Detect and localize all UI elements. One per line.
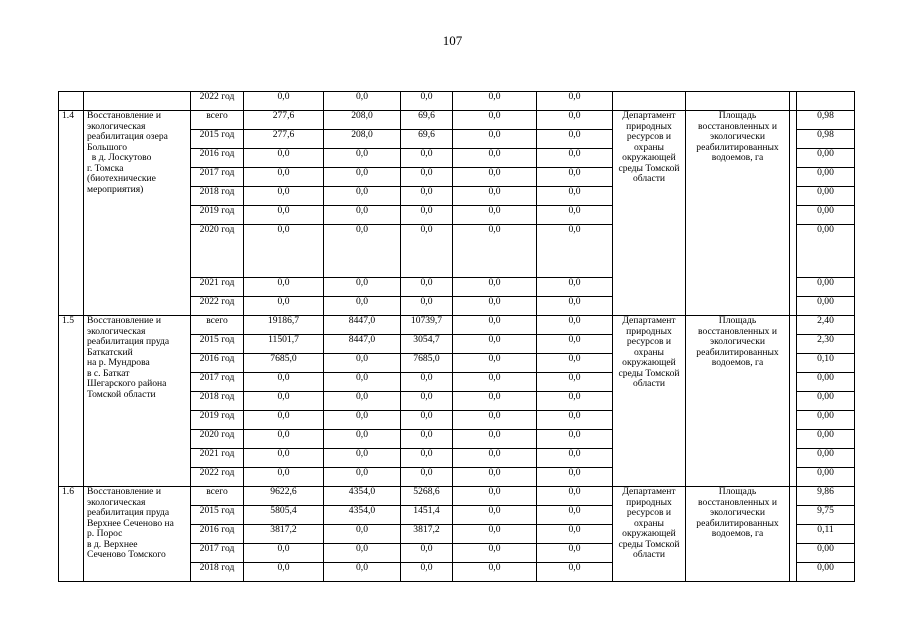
measure-name-line: Восстановление и <box>87 315 161 326</box>
value-cell: 0,0 <box>453 92 537 111</box>
value-cell: 0,0 <box>537 187 613 206</box>
target-value-cell: 9,86 <box>797 487 855 506</box>
value-cell: 0,0 <box>537 149 613 168</box>
executor-cell-line: охраны <box>634 346 664 358</box>
year-cell: 2022 год <box>191 92 244 111</box>
executor-cell-line: ресурсов и <box>626 131 672 142</box>
empty-cell <box>613 92 686 111</box>
executor-cell-line: охраны <box>634 517 664 529</box>
measure-name-line: (биотехнические <box>87 173 156 184</box>
target-value-cell: 2,40 <box>797 316 855 335</box>
target-value-cell: 0,00 <box>797 225 855 278</box>
value-cell: 208,0 <box>324 111 401 130</box>
value-cell: 3817,2 <box>244 525 324 544</box>
target-value-cell: 0,00 <box>797 392 855 411</box>
year-cell: всего <box>191 111 244 130</box>
value-cell: 0,0 <box>244 468 324 487</box>
target-value-cell: 0,00 <box>797 168 855 187</box>
value-cell: 0,0 <box>324 187 401 206</box>
measure-name-line: на р. Мундрова <box>87 357 150 368</box>
value-cell: 0,0 <box>244 225 324 278</box>
measure-name <box>84 316 191 487</box>
value-cell: 0,0 <box>537 411 613 430</box>
value-cell: 0,0 <box>401 449 453 468</box>
value-cell: 0,0 <box>453 354 537 373</box>
value-cell: 0,0 <box>537 354 613 373</box>
year-cell: 2016 год <box>191 354 244 373</box>
value-cell: 8447,0 <box>324 335 401 354</box>
value-cell: 0,0 <box>453 411 537 430</box>
year-cell: 2020 год <box>191 430 244 449</box>
indicator-cell-line: водоемов, га <box>711 528 764 539</box>
year-cell: 2022 год <box>191 297 244 316</box>
value-cell: 0,0 <box>453 506 537 525</box>
empty-cell <box>59 92 84 111</box>
value-cell: 0,0 <box>537 563 613 582</box>
measure-name-line: г. Томска <box>87 162 124 174</box>
year-cell: 2021 год <box>191 449 244 468</box>
value-cell: 0,0 <box>401 373 453 392</box>
value-cell: 0,0 <box>453 430 537 449</box>
target-value-cell: 0,00 <box>797 430 855 449</box>
value-cell: 0,0 <box>244 187 324 206</box>
value-cell: 0,0 <box>324 354 401 373</box>
value-cell: 0,0 <box>453 335 537 354</box>
indicator-cell-line: реабилитированных <box>696 346 779 358</box>
value-cell: 0,0 <box>324 92 401 111</box>
value-cell: 69,6 <box>401 130 453 149</box>
empty-cell <box>686 92 790 111</box>
measure-name-line: Томской области <box>87 388 156 400</box>
value-cell: 0,0 <box>453 297 537 316</box>
target-value-cell: 0,00 <box>797 468 855 487</box>
value-cell: 0,0 <box>324 297 401 316</box>
value-cell: 0,0 <box>324 373 401 392</box>
value-cell: 0,0 <box>453 130 537 149</box>
year-cell: 2018 год <box>191 392 244 411</box>
value-cell: 0,0 <box>401 563 453 582</box>
target-value-cell: 0,00 <box>797 544 855 563</box>
indicator-cell-line: водоемов, га <box>711 152 764 163</box>
year-cell: 2017 год <box>191 544 244 563</box>
value-cell: 0,0 <box>537 278 613 297</box>
value-cell: 0,0 <box>453 168 537 187</box>
value-cell: 0,0 <box>453 206 537 225</box>
indicator-cell-line: Площадь <box>718 486 757 497</box>
section-number: 1.4 <box>59 111 84 316</box>
value-cell: 0,0 <box>453 225 537 278</box>
value-cell: 0,0 <box>324 278 401 297</box>
value-cell: 0,0 <box>453 487 537 506</box>
indicator-cell-line: Площадь <box>718 110 757 121</box>
value-cell: 0,0 <box>453 149 537 168</box>
table-row <box>59 487 855 506</box>
target-value-cell: 2,30 <box>797 335 855 354</box>
value-cell: 0,0 <box>537 92 613 111</box>
value-cell: 19186,7 <box>244 316 324 335</box>
value-cell: 0,0 <box>324 411 401 430</box>
executor-cell-line: области <box>632 173 666 184</box>
value-cell: 0,0 <box>324 525 401 544</box>
measure-name-line: Баткатский <box>87 346 133 358</box>
executor-cell-line: охраны <box>634 141 664 153</box>
executor-cell-line: природных <box>626 325 672 337</box>
value-cell: 0,0 <box>401 468 453 487</box>
measure-name-line: экологическая <box>87 120 146 132</box>
value-cell: 0,0 <box>244 278 324 297</box>
value-cell: 0,0 <box>537 430 613 449</box>
year-cell: 2017 год <box>191 373 244 392</box>
value-cell: 0,0 <box>401 92 453 111</box>
measure-name-line: экологическая <box>87 496 146 508</box>
value-cell: 0,0 <box>324 563 401 582</box>
value-cell: 0,0 <box>244 168 324 187</box>
executor-cell-line: природных <box>626 120 672 132</box>
executor-cell <box>613 316 686 487</box>
target-value-cell: 0,10 <box>797 354 855 373</box>
value-cell: 0,0 <box>324 168 401 187</box>
executor-cell-line: ресурсов и <box>626 336 672 347</box>
value-cell: 0,0 <box>453 111 537 130</box>
value-cell: 0,0 <box>537 449 613 468</box>
year-cell: 2015 год <box>191 130 244 149</box>
value-cell: 0,0 <box>537 225 613 278</box>
indicator-cell-line: водоемов, га <box>711 357 764 368</box>
value-cell: 0,0 <box>324 449 401 468</box>
value-cell: 0,0 <box>401 278 453 297</box>
measure-name-line: экологическая <box>87 325 146 337</box>
measure-name-line: в д. Лоскутово <box>87 152 152 163</box>
target-value-cell: 0,00 <box>797 373 855 392</box>
value-cell: 0,0 <box>537 487 613 506</box>
year-cell: 2021 год <box>191 278 244 297</box>
value-cell: 0,0 <box>453 187 537 206</box>
value-cell: 4354,0 <box>324 506 401 525</box>
indicator-cell <box>686 316 790 487</box>
measure-name-line: Большого <box>87 141 128 153</box>
value-cell: 0,0 <box>324 430 401 449</box>
value-cell: 0,0 <box>537 168 613 187</box>
year-cell: 2015 год <box>191 335 244 354</box>
year-cell: 2022 год <box>191 468 244 487</box>
executor-cell-line: природных <box>626 496 672 508</box>
target-value-cell: 0,00 <box>797 297 855 316</box>
target-value-cell: 0,11 <box>797 525 855 544</box>
measure-name-line: в д. Верхнее <box>87 538 138 550</box>
indicator-cell-line: Площадь <box>718 315 757 326</box>
year-cell: 2016 год <box>191 525 244 544</box>
value-cell: 0,0 <box>324 392 401 411</box>
executor-cell-line: окружающей <box>622 528 676 539</box>
gap-cell <box>790 487 797 582</box>
year-cell: 2020 год <box>191 225 244 278</box>
value-cell: 0,0 <box>244 373 324 392</box>
target-value-cell: 0,00 <box>797 563 855 582</box>
value-cell: 1451,4 <box>401 506 453 525</box>
year-cell: всего <box>191 487 244 506</box>
value-cell: 277,6 <box>244 111 324 130</box>
value-cell: 0,0 <box>453 468 537 487</box>
value-cell: 0,0 <box>537 335 613 354</box>
value-cell: 0,0 <box>244 449 324 468</box>
section-number: 1.5 <box>59 316 84 487</box>
year-cell: 2017 год <box>191 168 244 187</box>
executor-cell <box>613 487 686 582</box>
indicator-cell-line: реабилитированных <box>696 141 779 153</box>
value-cell: 0,0 <box>537 111 613 130</box>
executor-cell-line: окружающей <box>622 152 676 163</box>
indicator-cell-line: экологически <box>710 507 765 518</box>
value-cell: 0,0 <box>401 187 453 206</box>
value-cell: 0,0 <box>537 316 613 335</box>
value-cell: 0,0 <box>244 430 324 449</box>
value-cell: 0,0 <box>537 392 613 411</box>
year-cell: 2015 год <box>191 506 244 525</box>
target-value-cell: 0,00 <box>797 149 855 168</box>
value-cell: 0,0 <box>537 297 613 316</box>
executor-cell-line: ресурсов и <box>626 507 672 518</box>
value-cell: 9622,6 <box>244 487 324 506</box>
value-cell: 0,0 <box>401 411 453 430</box>
indicator-cell-line: экологически <box>710 131 765 142</box>
value-cell: 0,0 <box>401 225 453 278</box>
value-cell: 0,0 <box>244 563 324 582</box>
value-cell: 8447,0 <box>324 316 401 335</box>
value-cell: 0,0 <box>244 149 324 168</box>
budget-table <box>58 91 855 582</box>
executor-cell-line: области <box>632 378 666 389</box>
indicator-cell <box>686 111 790 316</box>
target-value-cell: 0,00 <box>797 206 855 225</box>
measure-name-line: Сеченово Томского <box>87 549 166 560</box>
value-cell: 0,0 <box>453 392 537 411</box>
value-cell: 4354,0 <box>324 487 401 506</box>
year-cell: 2018 год <box>191 187 244 206</box>
value-cell: 3817,2 <box>401 525 453 544</box>
value-cell: 0,0 <box>401 430 453 449</box>
year-cell: всего <box>191 316 244 335</box>
value-cell: 0,0 <box>324 544 401 563</box>
year-cell: 2019 год <box>191 206 244 225</box>
measure-name <box>84 111 191 316</box>
value-cell: 0,0 <box>401 168 453 187</box>
value-cell: 0,0 <box>453 316 537 335</box>
measure-name-line: в с. Баткат <box>87 367 130 379</box>
indicator-cell-line: восстановленных и <box>697 325 777 337</box>
executor-cell-line: среды Томской <box>618 367 680 379</box>
value-cell: 11501,7 <box>244 335 324 354</box>
value-cell: 0,0 <box>244 92 324 111</box>
executor-cell-line: окружающей <box>622 357 676 368</box>
value-cell: 0,0 <box>453 373 537 392</box>
value-cell: 0,0 <box>401 149 453 168</box>
value-cell: 5268,6 <box>401 487 453 506</box>
value-cell: 0,0 <box>537 468 613 487</box>
value-cell: 0,0 <box>453 449 537 468</box>
value-cell: 0,0 <box>244 392 324 411</box>
value-cell: 0,0 <box>537 525 613 544</box>
indicator-cell-line: восстановленных и <box>697 120 777 132</box>
value-cell: 0,0 <box>537 206 613 225</box>
target-value-cell: 9,75 <box>797 506 855 525</box>
table-row <box>59 316 855 335</box>
value-cell: 0,0 <box>324 225 401 278</box>
table-row <box>59 111 855 130</box>
value-cell: 0,0 <box>537 544 613 563</box>
indicator-cell-line: реабилитированных <box>696 517 779 529</box>
year-cell: 2018 год <box>191 563 244 582</box>
value-cell: 0,0 <box>537 373 613 392</box>
executor-cell-line: Департамент <box>622 315 676 326</box>
value-cell: 0,0 <box>401 206 453 225</box>
empty-cell <box>797 92 855 111</box>
value-cell: 0,0 <box>324 149 401 168</box>
value-cell: 0,0 <box>453 563 537 582</box>
measure-name <box>84 487 191 582</box>
gap-cell <box>790 92 797 111</box>
executor-cell-line: области <box>632 549 666 560</box>
value-cell: 0,0 <box>324 206 401 225</box>
measure-name-line: р. Порос <box>87 528 123 539</box>
indicator-cell-line: экологически <box>710 336 765 347</box>
executor-cell-line: среды Томской <box>618 162 680 174</box>
target-value-cell: 0,98 <box>797 111 855 130</box>
table-row <box>59 92 855 111</box>
year-cell: 2016 год <box>191 149 244 168</box>
measure-name-line: Верхнее Сеченово на <box>87 517 174 529</box>
value-cell: 0,0 <box>537 506 613 525</box>
value-cell: 208,0 <box>324 130 401 149</box>
empty-cell <box>84 92 191 111</box>
value-cell: 5805,4 <box>244 506 324 525</box>
value-cell: 10739,7 <box>401 316 453 335</box>
measure-name-line: реабилитация пруда <box>87 507 170 518</box>
measure-name-line: Шегарского района <box>87 378 167 389</box>
target-value-cell: 0,00 <box>797 449 855 468</box>
value-cell: 0,0 <box>244 206 324 225</box>
value-cell: 0,0 <box>244 411 324 430</box>
indicator-cell <box>686 487 790 582</box>
value-cell: 0,0 <box>324 468 401 487</box>
executor-cell <box>613 111 686 316</box>
measure-name-line: Восстановление и <box>87 110 161 121</box>
target-value-cell: 0,00 <box>797 278 855 297</box>
executor-cell-line: Департамент <box>622 110 676 121</box>
value-cell: 69,6 <box>401 111 453 130</box>
target-value-cell: 0,00 <box>797 411 855 430</box>
measure-name-line: реабилитация пруда <box>87 336 170 347</box>
value-cell: 0,0 <box>244 297 324 316</box>
value-cell: 0,0 <box>401 297 453 316</box>
value-cell: 3054,7 <box>401 335 453 354</box>
value-cell: 7685,0 <box>244 354 324 373</box>
measure-name-line: реабилитация озера <box>87 131 168 142</box>
measure-name-line: Восстановление и <box>87 486 161 497</box>
page-number: 107 <box>442 33 463 48</box>
value-cell: 277,6 <box>244 130 324 149</box>
gap-cell <box>790 316 797 487</box>
section-number: 1.6 <box>59 487 84 582</box>
executor-cell-line: среды Томской <box>618 538 680 550</box>
value-cell: 0,0 <box>453 525 537 544</box>
year-cell: 2019 год <box>191 411 244 430</box>
executor-cell-line: Департамент <box>622 486 676 497</box>
target-value-cell: 0,98 <box>797 130 855 149</box>
gap-cell <box>790 111 797 316</box>
target-value-cell: 0,00 <box>797 187 855 206</box>
value-cell: 0,0 <box>453 544 537 563</box>
value-cell: 0,0 <box>244 544 324 563</box>
value-cell: 0,0 <box>401 544 453 563</box>
value-cell: 0,0 <box>537 130 613 149</box>
value-cell: 0,0 <box>453 278 537 297</box>
value-cell: 0,0 <box>401 392 453 411</box>
value-cell: 7685,0 <box>401 354 453 373</box>
indicator-cell-line: восстановленных и <box>697 496 777 508</box>
measure-name-line: мероприятия) <box>87 183 144 195</box>
